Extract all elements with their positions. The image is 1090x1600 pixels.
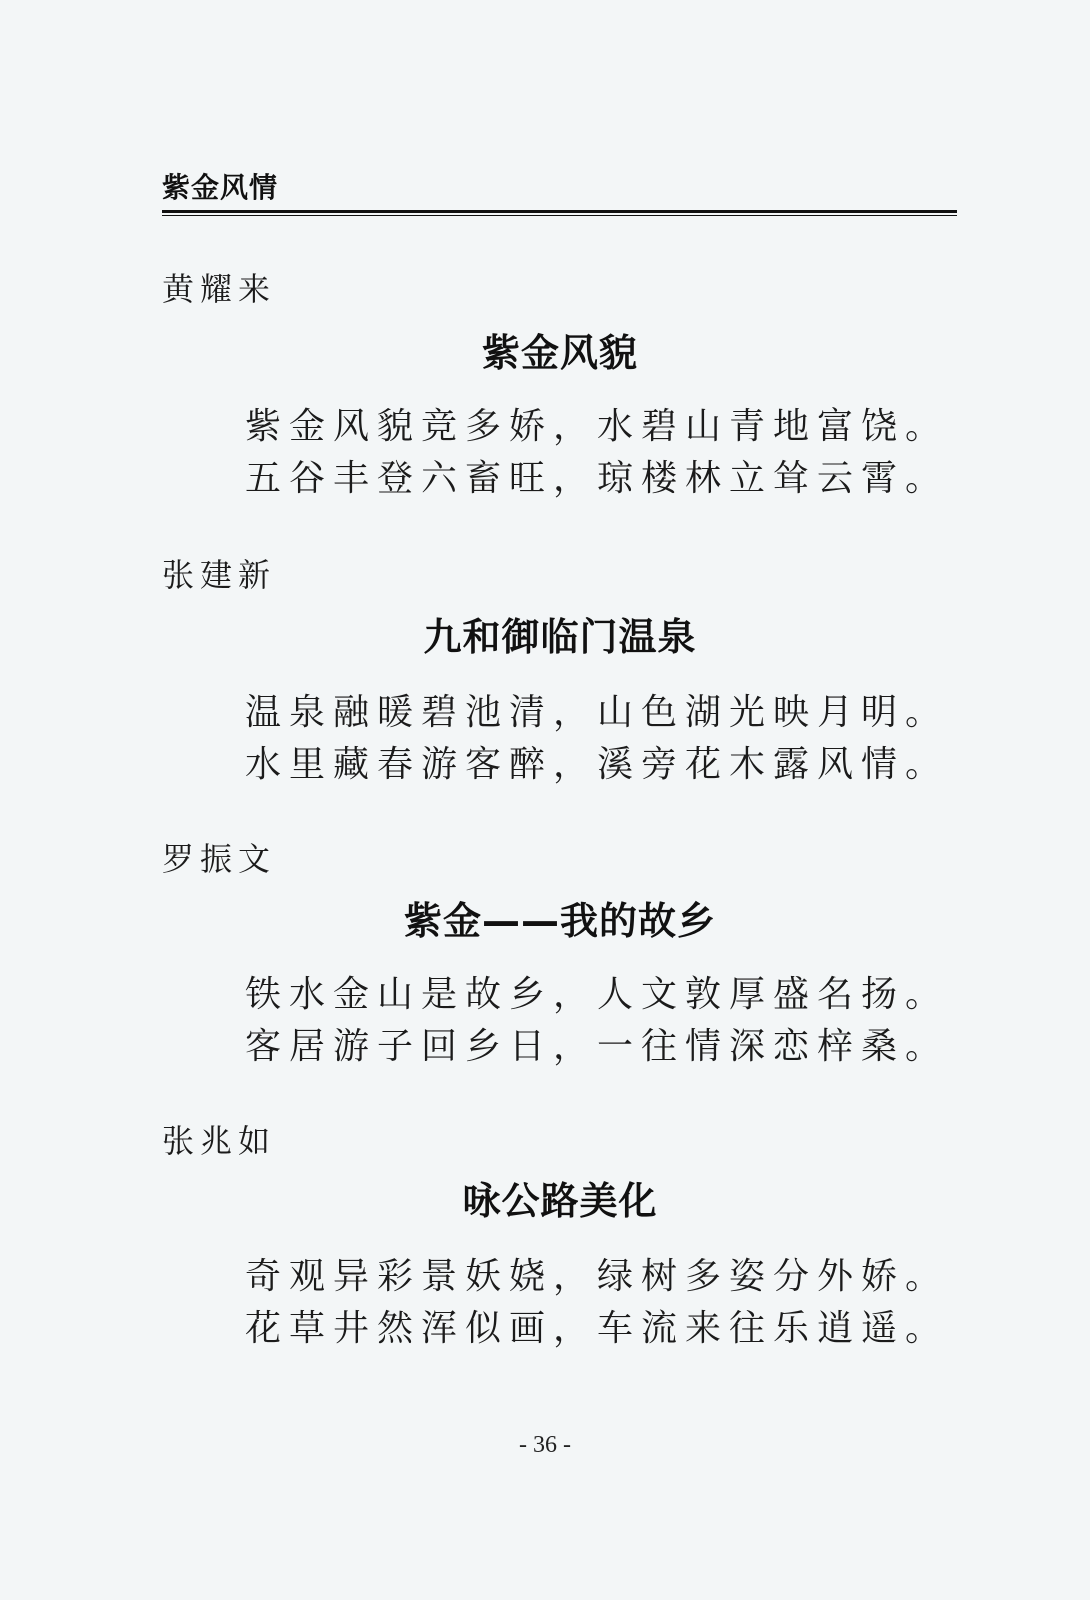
poem-line: 花草井然浑似画，车流来往乐逍遥。 <box>245 1308 950 1349</box>
running-header <box>162 172 957 216</box>
poem-author: 黄耀来 <box>162 270 277 308</box>
header-rule <box>162 210 957 213</box>
section-title: 紫金风情 <box>162 171 279 204</box>
poem-line: 铁水金山是故乡，人文敦厚盛名扬。 <box>245 974 950 1015</box>
poem-line: 水里藏春游客醉，溪旁花木露风情。 <box>245 744 950 785</box>
poem-author: 张兆如 <box>162 1122 277 1160</box>
header-rule-thin <box>162 215 957 216</box>
poem-title: 咏公路美化 <box>462 1179 658 1223</box>
poem-line: 奇观异彩景妖娆，绿树多姿分外娇。 <box>245 1256 950 1297</box>
poem-author: 罗振文 <box>162 840 277 878</box>
poem-author: 张建新 <box>162 556 277 594</box>
poem-title: 九和御临门温泉 <box>423 615 697 659</box>
poem-line: 紫金风貌竞多娇，水碧山青地富饶。 <box>245 406 950 447</box>
poem-title: 紫金——我的故乡 <box>403 899 716 943</box>
page-number: - 36 - <box>519 1432 571 1458</box>
poem-line: 客居游子回乡日，一往情深恋梓桑。 <box>245 1026 950 1067</box>
poem-line: 温泉融暖碧池清，山色湖光映月明。 <box>245 692 950 733</box>
poem-line: 五谷丰登六畜旺，琼楼林立耸云霄。 <box>245 458 950 499</box>
poem-title: 紫金风貌 <box>481 331 638 375</box>
